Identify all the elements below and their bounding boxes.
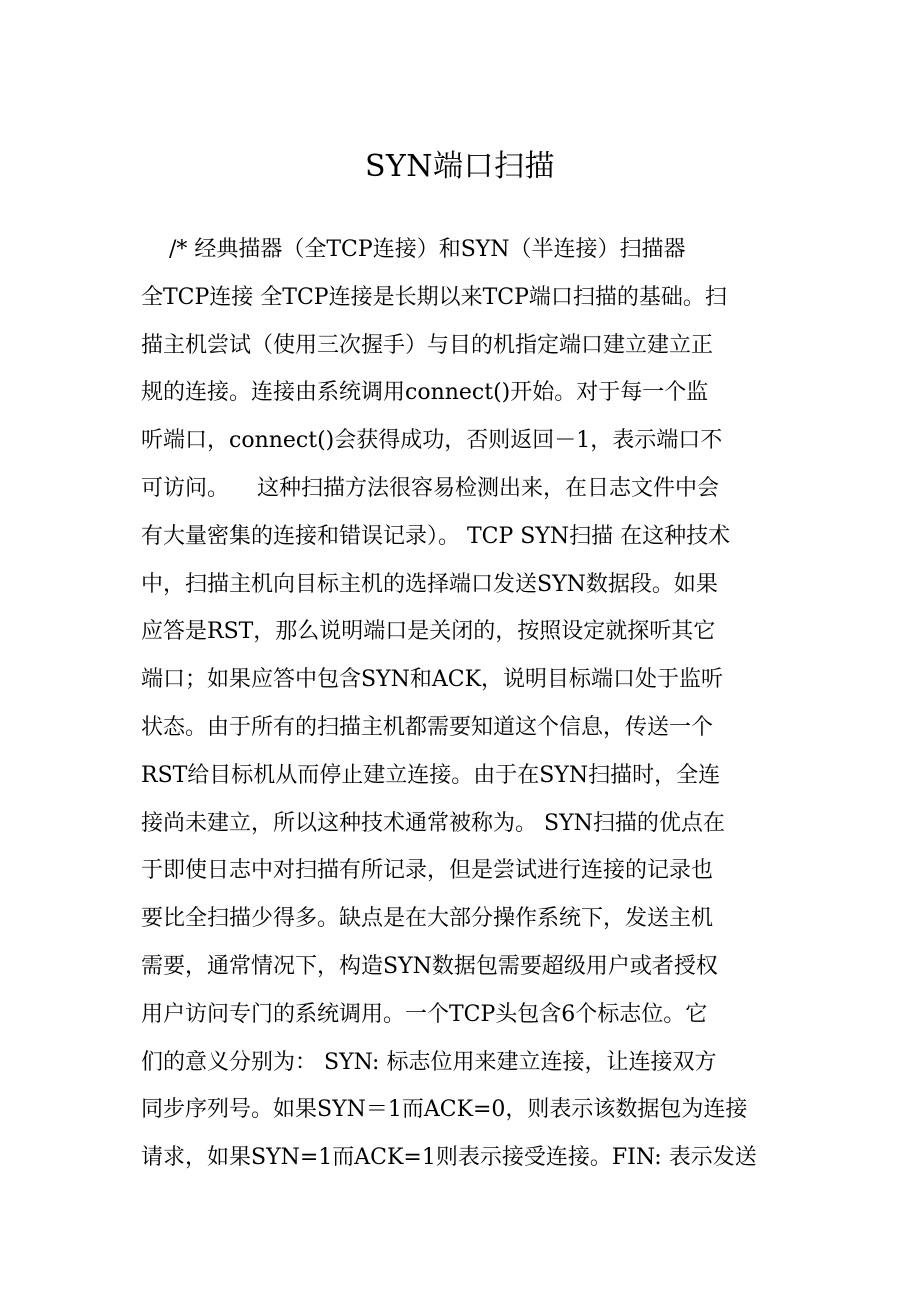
body-line: 接尚未建立，所以这种技术通常被称为。 SYN扫描的优点在	[141, 810, 725, 836]
body-line: 规的连接。连接由系统调用connect()开始。对于每一个监	[141, 380, 709, 406]
body-line: 全TCP连接 全TCP连接是长期以来TCP端口扫描的基础。扫	[141, 284, 727, 310]
body-line: 请求，如果SYN=1而ACK=1则表示接受连接。FIN: 表示发送	[141, 1145, 757, 1171]
body-line: 要比全扫描少得多。缺点是在大部分操作系统下，发送主机	[141, 906, 714, 932]
document-title: SYN端口扫描	[364, 149, 556, 184]
body-line: 端口；如果应答中包含SYN和ACK，说明目标端口处于监听	[141, 667, 724, 693]
body-line: 同步序列号。如果SYN＝1而ACK=0，则表示该数据包为连接	[141, 1097, 748, 1123]
body-line: 需要，通常情况下，构造SYN数据包需要超级用户或者授权	[141, 953, 718, 979]
document-body	[141, 226, 781, 1182]
body-line: 于即使日志中对扫描有所记录，但是尝试进行连接的记录也	[141, 858, 714, 884]
body-line: 有大量密集的连接和错误记录）。 TCP SYN扫描 在这种技术	[141, 523, 731, 549]
body-line: RST给目标机从而停止建立连接。由于在SYN扫描时，全连	[141, 762, 721, 788]
body-line: /* 经典描器（全TCP连接）和SYN（半连接）扫描器	[141, 237, 686, 262]
body-line: 描主机尝试（使用三次握手）与目的机指定端口建立建立正	[141, 332, 714, 358]
body-line: 中，扫描主机向目标主机的选择端口发送SYN数据段。如果	[141, 571, 718, 597]
body-line: 听端口，connect()会获得成功，否则返回－1，表示端口不	[141, 428, 723, 454]
body-line: 用户访问专门的系统调用。一个TCP头包含6个标志位。它	[141, 1001, 708, 1027]
body-line: 状态。由于所有的扫描主机都需要知道这个信息，传送一个	[141, 714, 714, 740]
body-line: 可访问。 这种扫描方法很容易检测出来，在日志文件中会	[141, 475, 719, 501]
body-line: 们的意义分别为： SYN: 标志位用来建立连接，让连接双方	[141, 1049, 717, 1075]
body-line: 应答是RST，那么说明端口是关闭的，按照设定就探听其它	[141, 619, 716, 645]
